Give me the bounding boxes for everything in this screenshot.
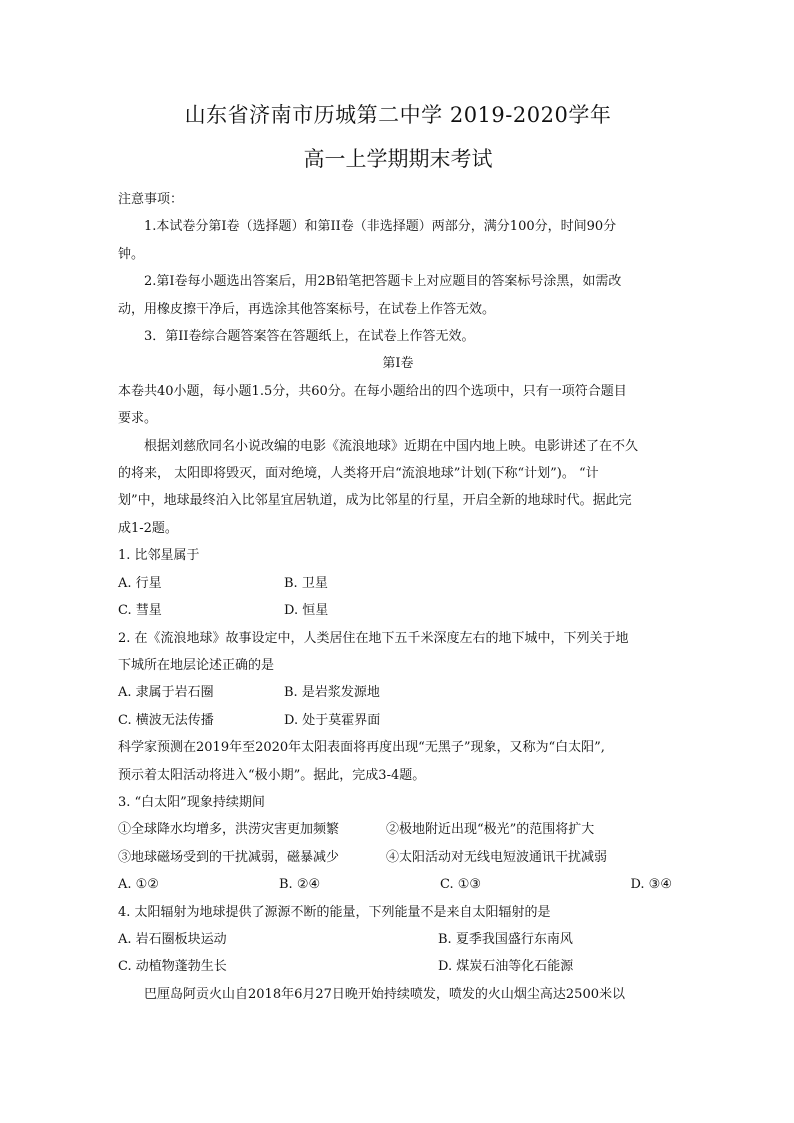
q3-statement-3: ③地球磁场受到的干扰减弱，磁暴减少 bbox=[118, 849, 340, 865]
passage-1-line-4: 成1-2题。 bbox=[118, 520, 178, 536]
q4-option-c: C. 动植物蓬勃生长 bbox=[118, 959, 227, 975]
exam-body bbox=[118, 186, 678, 1008]
question-2-stem-cont: 下城所在地层论述正确的是 bbox=[118, 657, 275, 673]
passage-1-line-2: 的将来， 太阳即将毁灭，面对绝境，人类将开启“流浪地球”计划(下称“计划”)。 “计 bbox=[118, 466, 599, 482]
q3-statement-2: ②极地附近出现“极光”的范围将扩大 bbox=[386, 822, 595, 838]
passage-2-line-2: 预示着太阳活动将进入“极小期”。据此，完成3-4题。 bbox=[118, 767, 426, 783]
q3-option-a: A. ①② bbox=[118, 877, 159, 893]
section-heading: 第I卷 bbox=[382, 356, 414, 372]
section-intro: 本卷共40小题，每小题1.5分，共60分。在每小题给出的四个选项中，只有一项符合题目 bbox=[118, 383, 627, 399]
passage-2-line-1: 科学家预测在2019年至2020年太阳表面将再度出现“无黑子”现象，又称为“白太阳”, bbox=[118, 740, 605, 756]
q1-option-d: D. 恒星 bbox=[284, 603, 329, 619]
exam-title: 山东省济南市历城第二中学 2019-2020学年 bbox=[184, 103, 612, 127]
question-3-statements-row-1 bbox=[118, 816, 678, 843]
q3-statement-4: ④太阳活动对无线电短波通讯干扰减弱 bbox=[386, 849, 608, 865]
notice-item-2-cont: 动，用橡皮擦干净后，再选涂其他答案标号，在试卷上作答无效。 bbox=[118, 301, 496, 317]
q4-option-b: B. 夏季我国盛行东南风 bbox=[438, 931, 573, 947]
question-2-options-row-2 bbox=[118, 707, 678, 734]
question-4-options-row-1 bbox=[118, 926, 678, 953]
q1-option-a: A. 行星 bbox=[118, 575, 162, 591]
question-2-stem: 2. 在《流浪地球》故事设定中，人类居住在地下五千米深度左右的地下城中，下列关于地 bbox=[118, 630, 629, 646]
notice-heading: 注意事项： bbox=[118, 192, 184, 207]
section-intro-cont: 要求。 bbox=[118, 411, 158, 427]
notice-item-3: 3．第II卷综合题答案答在答题纸上，在试卷上作答无效。 bbox=[144, 329, 475, 345]
q2-option-b: B. 是岩浆发源地 bbox=[284, 685, 380, 701]
question-1-options-row-1 bbox=[118, 570, 678, 597]
question-2-options-row-1 bbox=[118, 679, 678, 706]
question-3-statements-row-2 bbox=[118, 844, 678, 871]
q1-option-b: B. 卫星 bbox=[284, 575, 328, 591]
q4-option-a: A. 岩石圈板块运动 bbox=[118, 931, 227, 947]
q2-option-d: D. 处于莫霍界面 bbox=[284, 712, 381, 728]
question-3-stem: 3. “白太阳”现象持续期间 bbox=[118, 794, 265, 810]
notice-item-2: 2.第I卷每小题选出答案后，用2B铅笔把答题卡上对应题目的答案标号涂黑，如需改 bbox=[144, 274, 622, 290]
q3-option-c: C. ①③ bbox=[440, 877, 482, 893]
q4-option-d: D. 煤炭石油等化石能源 bbox=[438, 959, 574, 975]
exam-subtitle: 高一上学期期末考试 bbox=[303, 147, 493, 171]
notice-item-1: 1.本试卷分第I卷（选择题）和第II卷（非选择题）两部分，满分100分，时间90分 bbox=[144, 219, 617, 235]
passage-1-line-1: 根据刘慈欣同名小说改编的电影《流浪地球》近期在中国内地上映。电影讲述了在不久 bbox=[144, 438, 639, 454]
notice-item-1-cont: 钟。 bbox=[118, 246, 145, 262]
passage-1-line-3: 划”中，地球最终泊入比邻星宜居轨道，成为比邻星的行星，开启全新的地球时代。据此完 bbox=[118, 493, 632, 509]
q3-statement-1: ①全球降水均增多，洪涝灾害更加频繁 bbox=[118, 822, 340, 838]
exam-page bbox=[118, 100, 678, 1008]
question-1-stem: 1. 比邻星属于 bbox=[118, 548, 200, 564]
q2-option-a: A. 隶属于岩石圈 bbox=[118, 685, 214, 701]
question-1-options-row-2 bbox=[118, 597, 678, 624]
q3-option-d: D. ③④ bbox=[630, 877, 672, 893]
q1-option-c: C. 彗星 bbox=[118, 603, 162, 619]
question-4-stem: 4. 太阳辐射为地球提供了源源不断的能量，下列能量不是来自太阳辐射的是 bbox=[118, 904, 551, 920]
passage-3-line-1: 巴厘岛阿贡火山自2018年6月27日晚开始持续喷发，喷发的火山烟尘高达2500米以 bbox=[144, 986, 625, 1002]
q3-option-b: B. ②④ bbox=[279, 877, 321, 893]
question-4-options-row-2 bbox=[118, 953, 678, 980]
question-3-options bbox=[118, 871, 678, 898]
q2-option-c: C. 横波无法传播 bbox=[118, 712, 214, 728]
